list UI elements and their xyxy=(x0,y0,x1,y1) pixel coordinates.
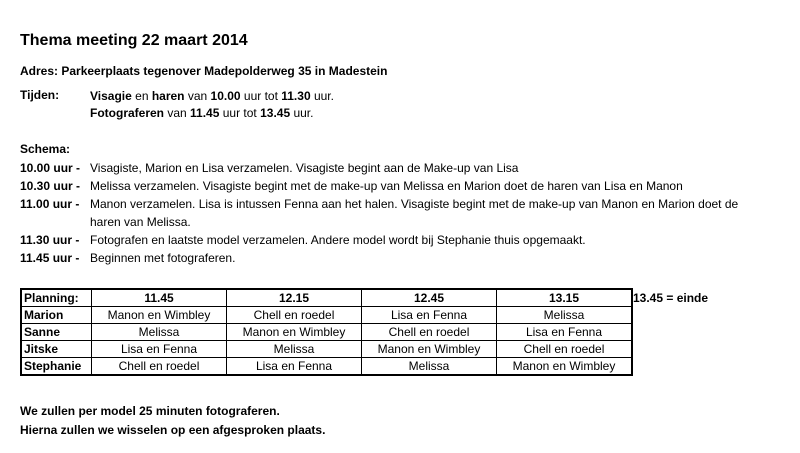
times-text: Fotograferen xyxy=(90,106,165,120)
schedule-heading: Schema: xyxy=(20,142,71,156)
table-cell: Manon en Wimbley xyxy=(362,341,497,358)
schedule-text: Beginnen met fotograferen. xyxy=(90,251,236,265)
row-name: Sanne xyxy=(21,324,92,341)
row-name: Marion xyxy=(21,307,92,324)
schedule-text: Visagiste, Marion en Lisa verzamelen. Visagiste begint aan de Make-up van Lisa xyxy=(90,161,519,175)
schedule-time: 11.00 uur - xyxy=(20,197,80,211)
schedule-item xyxy=(20,177,770,195)
end-note: 13.45 = einde xyxy=(633,291,709,305)
schedule-item xyxy=(20,159,770,177)
times-text: uur tot xyxy=(219,106,261,120)
table-cell: Melissa xyxy=(92,324,227,341)
schedule-text: Melissa verzamelen. Visagiste begint met de make-up van Melissa en Marion doet de haren van Lisa en Manon xyxy=(90,179,683,193)
times-block xyxy=(90,88,334,122)
table-row xyxy=(21,324,632,341)
table-cell: Lisa en Fenna xyxy=(227,358,362,376)
table-row xyxy=(21,358,632,376)
table-header: 12.45 xyxy=(362,289,497,307)
schedule-time: 10.30 uur - xyxy=(20,179,81,193)
table-cell: Chell en roedel xyxy=(497,341,633,358)
times-text: 10.00 xyxy=(210,89,241,103)
table-cell: Chell en roedel xyxy=(227,307,362,324)
table-cell: Melissa xyxy=(362,358,497,376)
table-header: 11.45 xyxy=(92,289,227,307)
schedule-item xyxy=(20,195,770,231)
row-name: Stephanie xyxy=(21,358,92,376)
times-text: haren xyxy=(151,89,185,103)
row-name: Jitske xyxy=(21,341,92,358)
table-header: 12.15 xyxy=(227,289,362,307)
table-cell: Melissa xyxy=(497,307,633,324)
times-text: van xyxy=(184,89,211,103)
times-text: uur tot xyxy=(240,89,282,103)
closing-line: Hierna zullen we wisselen op een afgesproken plaats. xyxy=(20,423,326,437)
closing-line: We zullen per model 25 minuten fotograferen. xyxy=(20,404,280,418)
schedule-item xyxy=(20,231,770,249)
times-text: van xyxy=(164,106,191,120)
table-row xyxy=(21,341,632,358)
table-header-row xyxy=(21,289,632,307)
schedule-text: Manon verzamelen. Lisa is intussen Fenna aan het halen. Visagiste begint met de make-up van Manon en Marion doet de haren van Melissa. xyxy=(90,197,739,229)
schedule-time: 11.45 uur - xyxy=(20,251,80,265)
times-line-photo xyxy=(90,105,334,122)
schedule-item xyxy=(20,249,770,267)
table-cell: Chell en roedel xyxy=(362,324,497,341)
address-line: Adres: Parkeerplaats tegenover Madepolderweg 35 in Madestein xyxy=(20,64,388,78)
table-cell: Melissa xyxy=(227,341,362,358)
page-title: Thema meeting 22 maart 2014 xyxy=(20,32,248,49)
table-cell: Manon en Wimbley xyxy=(92,307,227,324)
table-cell: Manon en Wimbley xyxy=(497,358,633,376)
planning-table xyxy=(20,288,633,376)
table-header: Planning: xyxy=(21,289,92,307)
times-line-makeup xyxy=(90,88,334,105)
times-text: uur. xyxy=(290,106,314,120)
table-header: 13.15 xyxy=(497,289,633,307)
times-text: 13.45 xyxy=(260,106,291,120)
times-text: uur. xyxy=(310,89,334,103)
times-text: Visagie xyxy=(90,89,132,103)
table-cell: Lisa en Fenna xyxy=(497,324,633,341)
times-text: en xyxy=(131,89,152,103)
table-row xyxy=(21,307,632,324)
schedule-text: Fotografen en laatste model verzamelen. Andere model wordt bij Stephanie thuis opgemaakt. xyxy=(90,233,586,247)
table-cell: Manon en Wimbley xyxy=(227,324,362,341)
table-cell: Lisa en Fenna xyxy=(362,307,497,324)
schedule-time: 10.00 uur - xyxy=(20,161,81,175)
times-text: 11.45 xyxy=(190,106,220,120)
times-text: 11.30 xyxy=(281,89,311,103)
table-cell: Chell en roedel xyxy=(92,358,227,376)
schedule-list xyxy=(20,159,770,267)
schedule-time: 11.30 uur - xyxy=(20,233,80,247)
closing-text xyxy=(20,402,325,440)
times-label: Tijden: xyxy=(20,88,60,102)
table-cell: Lisa en Fenna xyxy=(92,341,227,358)
